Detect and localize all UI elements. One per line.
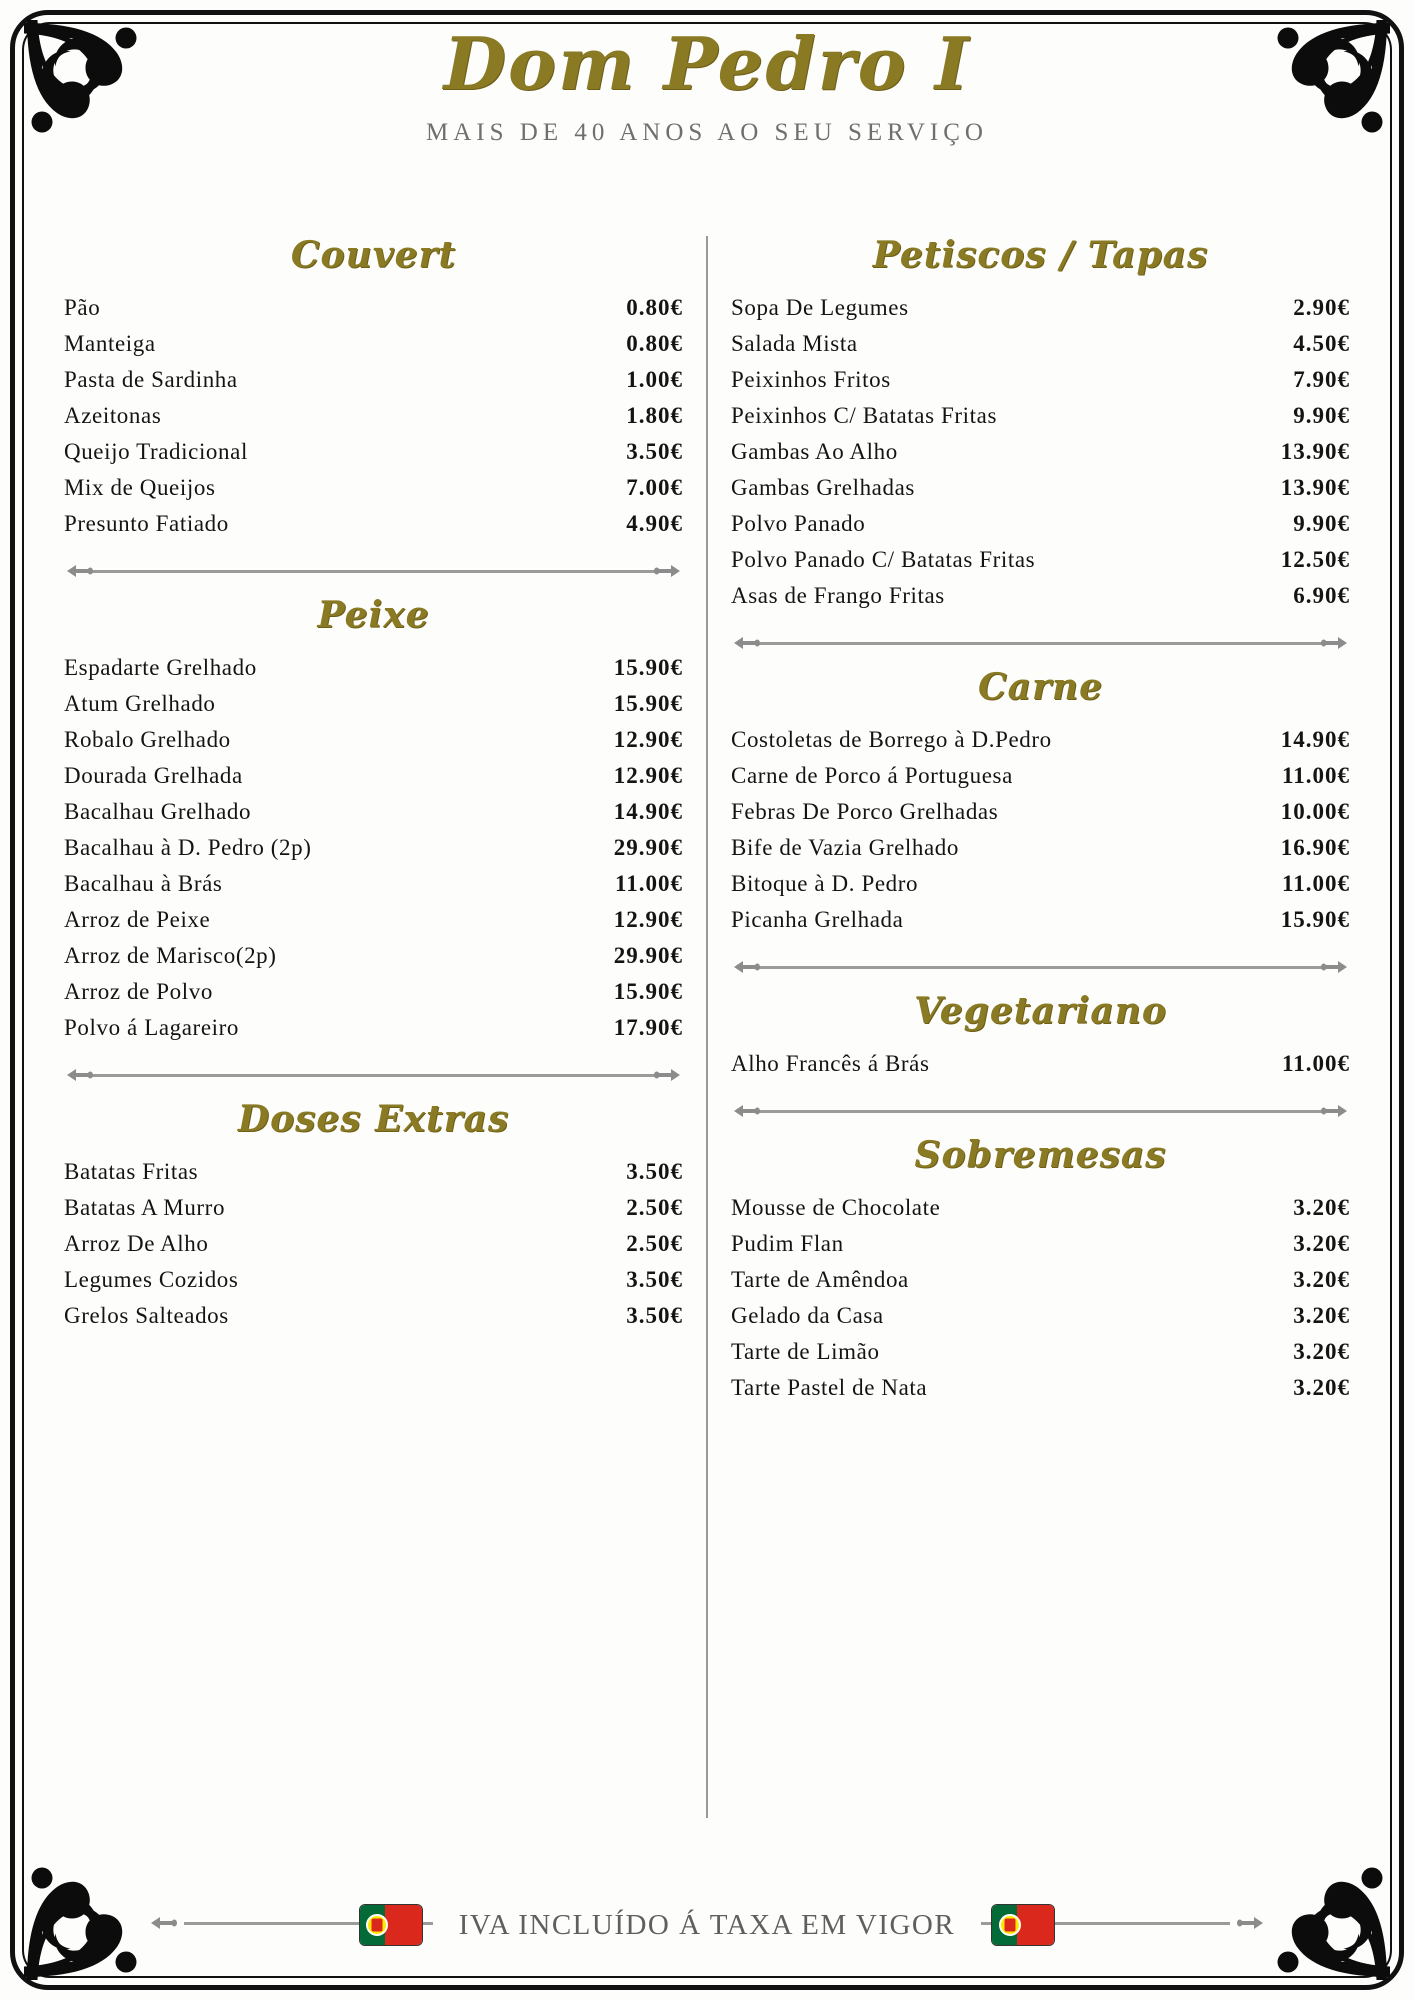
menu-item (62, 506, 685, 542)
item-name: Arroz de Peixe (64, 907, 211, 932)
right-column (707, 228, 1374, 1880)
item-price: 13.90€ (1280, 439, 1350, 464)
fleur-icon (651, 558, 681, 584)
menu-item (62, 1298, 685, 1334)
item-price: 3.20€ (1293, 1375, 1350, 1400)
section-divider (66, 1062, 681, 1088)
menu-item (729, 866, 1352, 902)
fleur-icon (1318, 1098, 1348, 1124)
item-price: 0.80€ (626, 331, 683, 356)
item-price: 2.50€ (626, 1195, 683, 1220)
fleur-icon (733, 954, 763, 980)
item-name: Asas de Frango Fritas (731, 583, 945, 608)
item-price: 14.90€ (613, 799, 683, 824)
item-name: Costoletas de Borrego à D.Pedro (731, 727, 1052, 752)
item-name: Atum Grelhado (64, 691, 216, 716)
footer-text: IVA INCLUÍDO Á TAXA EM VIGOR (433, 1909, 981, 1942)
item-price: 3.20€ (1293, 1267, 1350, 1292)
menu-item (729, 1334, 1352, 1370)
menu-item (62, 1262, 685, 1298)
item-name: Mix de Queijos (64, 475, 216, 500)
item-name: Arroz De Alho (64, 1231, 209, 1256)
section-list-peixe (62, 650, 685, 1046)
menu-item (729, 758, 1352, 794)
menu-item (729, 506, 1352, 542)
item-name: Tarte Pastel de Nata (731, 1375, 928, 1400)
item-price: 12.90€ (613, 907, 683, 932)
fleur-icon (651, 1062, 681, 1088)
item-name: Pão (64, 295, 101, 320)
item-price: 9.90€ (1293, 403, 1350, 428)
item-name: Bacalhau à Brás (64, 871, 223, 896)
menu-item (729, 362, 1352, 398)
item-price: 3.50€ (626, 1303, 683, 1328)
menu-item (62, 1154, 685, 1190)
item-price: 14.90€ (1280, 727, 1350, 752)
menu-item (729, 470, 1352, 506)
item-price: 3.20€ (1293, 1303, 1350, 1328)
item-name: Gambas Grelhadas (731, 475, 915, 500)
section-list-couvert (62, 290, 685, 542)
item-price: 7.00€ (626, 475, 683, 500)
menu-item (62, 686, 685, 722)
item-name: Polvo Panado C/ Batatas Fritas (731, 547, 1036, 572)
section-list-carne (729, 722, 1352, 938)
item-name: Gelado da Casa (731, 1303, 884, 1328)
item-name: Picanha Grelhada (731, 907, 904, 932)
item-name: Arroz de Marisco(2p) (64, 943, 277, 968)
item-name: Batatas A Murro (64, 1195, 226, 1220)
page-subtitle: MAIS DE 40 ANOS AO SEU SERVIÇO (426, 119, 988, 147)
item-name: Polvo Panado (731, 511, 866, 536)
item-price: 3.20€ (1293, 1231, 1350, 1256)
section-title-carne: Carne (977, 666, 1104, 708)
menu-item (62, 758, 685, 794)
item-price: 6.90€ (1293, 583, 1350, 608)
section-divider (66, 558, 681, 584)
item-price: 15.90€ (613, 691, 683, 716)
menu-item (62, 974, 685, 1010)
portugal-flag-icon (359, 1904, 423, 1946)
menu-item (62, 398, 685, 434)
menu-item (62, 434, 685, 470)
fleur-icon (66, 1062, 96, 1088)
section-list-doses-extras (62, 1154, 685, 1334)
menu-item (729, 1190, 1352, 1226)
item-price: 12.90€ (613, 727, 683, 752)
menu-item (62, 326, 685, 362)
item-price: 0.80€ (626, 295, 683, 320)
item-price: 7.90€ (1293, 367, 1350, 392)
section-title-doses-extras: Doses Extras (237, 1098, 510, 1140)
item-name: Bacalhau Grelhado (64, 799, 252, 824)
menu-header (0, 21, 1414, 147)
page-title: Dom Pedro I (443, 21, 971, 106)
item-name: Dourada Grelhada (64, 763, 243, 788)
item-name: Espadarte Grelhado (64, 655, 257, 680)
item-name: Gambas Ao Alho (731, 439, 898, 464)
menu-item (62, 650, 685, 686)
fleur-icon (1234, 1910, 1264, 1936)
item-price: 29.90€ (613, 835, 683, 860)
menu-item (62, 794, 685, 830)
item-name: Legumes Cozidos (64, 1267, 239, 1292)
item-price: 12.90€ (613, 763, 683, 788)
fleur-icon (150, 1910, 180, 1936)
item-price: 11.00€ (1282, 1051, 1350, 1076)
left-column (40, 228, 707, 1880)
item-price: 1.80€ (626, 403, 683, 428)
item-price: 2.90€ (1293, 295, 1350, 320)
item-name: Bife de Vazia Grelhado (731, 835, 959, 860)
section-title-couvert: Couvert (290, 234, 457, 276)
item-price: 17.90€ (613, 1015, 683, 1040)
item-price: 3.20€ (1293, 1195, 1350, 1220)
section-title-vegetariano: Vegetariano (914, 990, 1167, 1032)
item-name: Robalo Grelhado (64, 727, 231, 752)
menu-item (729, 1298, 1352, 1334)
menu-item (729, 434, 1352, 470)
menu-item (729, 1046, 1352, 1082)
menu-item (62, 362, 685, 398)
item-price: 4.90€ (626, 511, 683, 536)
item-price: 3.50€ (626, 1159, 683, 1184)
section-list-vegetariano (729, 1046, 1352, 1082)
item-price: 15.90€ (613, 979, 683, 1004)
item-price: 3.50€ (626, 1267, 683, 1292)
item-name: Pudim Flan (731, 1231, 844, 1256)
menu-item (62, 470, 685, 506)
item-price: 4.50€ (1293, 331, 1350, 356)
item-name: Peixinhos Fritos (731, 367, 891, 392)
section-list-sobremesas (729, 1190, 1352, 1406)
item-name: Bacalhau à D. Pedro (2p) (64, 835, 312, 860)
menu-item (729, 1370, 1352, 1406)
menu-columns (40, 228, 1374, 1880)
item-name: Febras De Porco Grelhadas (731, 799, 999, 824)
menu-item (62, 1190, 685, 1226)
menu-item (729, 1262, 1352, 1298)
menu-item (729, 326, 1352, 362)
item-price: 1.00€ (626, 367, 683, 392)
menu-item (729, 794, 1352, 830)
section-title-petiscos: Petiscos / Tapas (872, 234, 1209, 276)
item-price: 9.90€ (1293, 511, 1350, 536)
item-price: 3.20€ (1293, 1339, 1350, 1364)
item-price: 11.00€ (1282, 871, 1350, 896)
fleur-icon (1318, 630, 1348, 656)
fleur-icon (1318, 954, 1348, 980)
portugal-flag-icon (991, 1904, 1055, 1946)
item-price: 3.50€ (626, 439, 683, 464)
menu-item (729, 722, 1352, 758)
menu-item (62, 290, 685, 326)
item-price: 16.90€ (1280, 835, 1350, 860)
item-name: Presunto Fatiado (64, 511, 229, 536)
menu-item (62, 722, 685, 758)
menu-item (62, 938, 685, 974)
item-name: Azeitonas (64, 403, 162, 428)
item-name: Pasta de Sardinha (64, 367, 238, 392)
section-divider (733, 954, 1348, 980)
item-name: Sopa De Legumes (731, 295, 909, 320)
item-name: Salada Mista (731, 331, 858, 356)
item-name: Peixinhos C/ Batatas Fritas (731, 403, 997, 428)
item-name: Tarte de Amêndoa (731, 1267, 909, 1292)
fleur-icon (733, 1098, 763, 1124)
item-price: 2.50€ (626, 1231, 683, 1256)
item-price: 15.90€ (1280, 907, 1350, 932)
menu-item (729, 1226, 1352, 1262)
section-title-peixe: Peixe (317, 594, 430, 636)
item-price: 12.50€ (1280, 547, 1350, 572)
item-name: Batatas Fritas (64, 1159, 199, 1184)
item-price: 11.00€ (1282, 763, 1350, 788)
menu-item (729, 578, 1352, 614)
item-name: Alho Francês á Brás (731, 1051, 930, 1076)
fleur-icon (733, 630, 763, 656)
section-title-sobremesas: Sobremesas (914, 1134, 1167, 1176)
fleur-icon (66, 558, 96, 584)
menu-item (729, 542, 1352, 578)
item-name: Carne de Porco á Portuguesa (731, 763, 1013, 788)
menu-item (729, 902, 1352, 938)
item-price: 15.90€ (613, 655, 683, 680)
item-name: Mousse de Chocolate (731, 1195, 941, 1220)
menu-item (729, 398, 1352, 434)
menu-footer (150, 1896, 1264, 1954)
section-divider (733, 1098, 1348, 1124)
item-name: Tarte de Limão (731, 1339, 880, 1364)
menu-item (62, 830, 685, 866)
item-price: 10.00€ (1280, 799, 1350, 824)
item-price: 29.90€ (613, 943, 683, 968)
item-name: Arroz de Polvo (64, 979, 213, 1004)
menu-item (62, 1226, 685, 1262)
item-price: 13.90€ (1280, 475, 1350, 500)
menu-item (62, 1010, 685, 1046)
menu-item (62, 866, 685, 902)
menu-item (729, 290, 1352, 326)
section-list-petiscos (729, 290, 1352, 614)
item-name: Grelos Salteados (64, 1303, 229, 1328)
item-name: Bitoque à D. Pedro (731, 871, 919, 896)
item-name: Manteiga (64, 331, 156, 356)
item-name: Queijo Tradicional (64, 439, 248, 464)
menu-item (729, 830, 1352, 866)
section-divider (733, 630, 1348, 656)
menu-item (62, 902, 685, 938)
item-price: 11.00€ (615, 871, 683, 896)
item-name: Polvo á Lagareiro (64, 1015, 239, 1040)
